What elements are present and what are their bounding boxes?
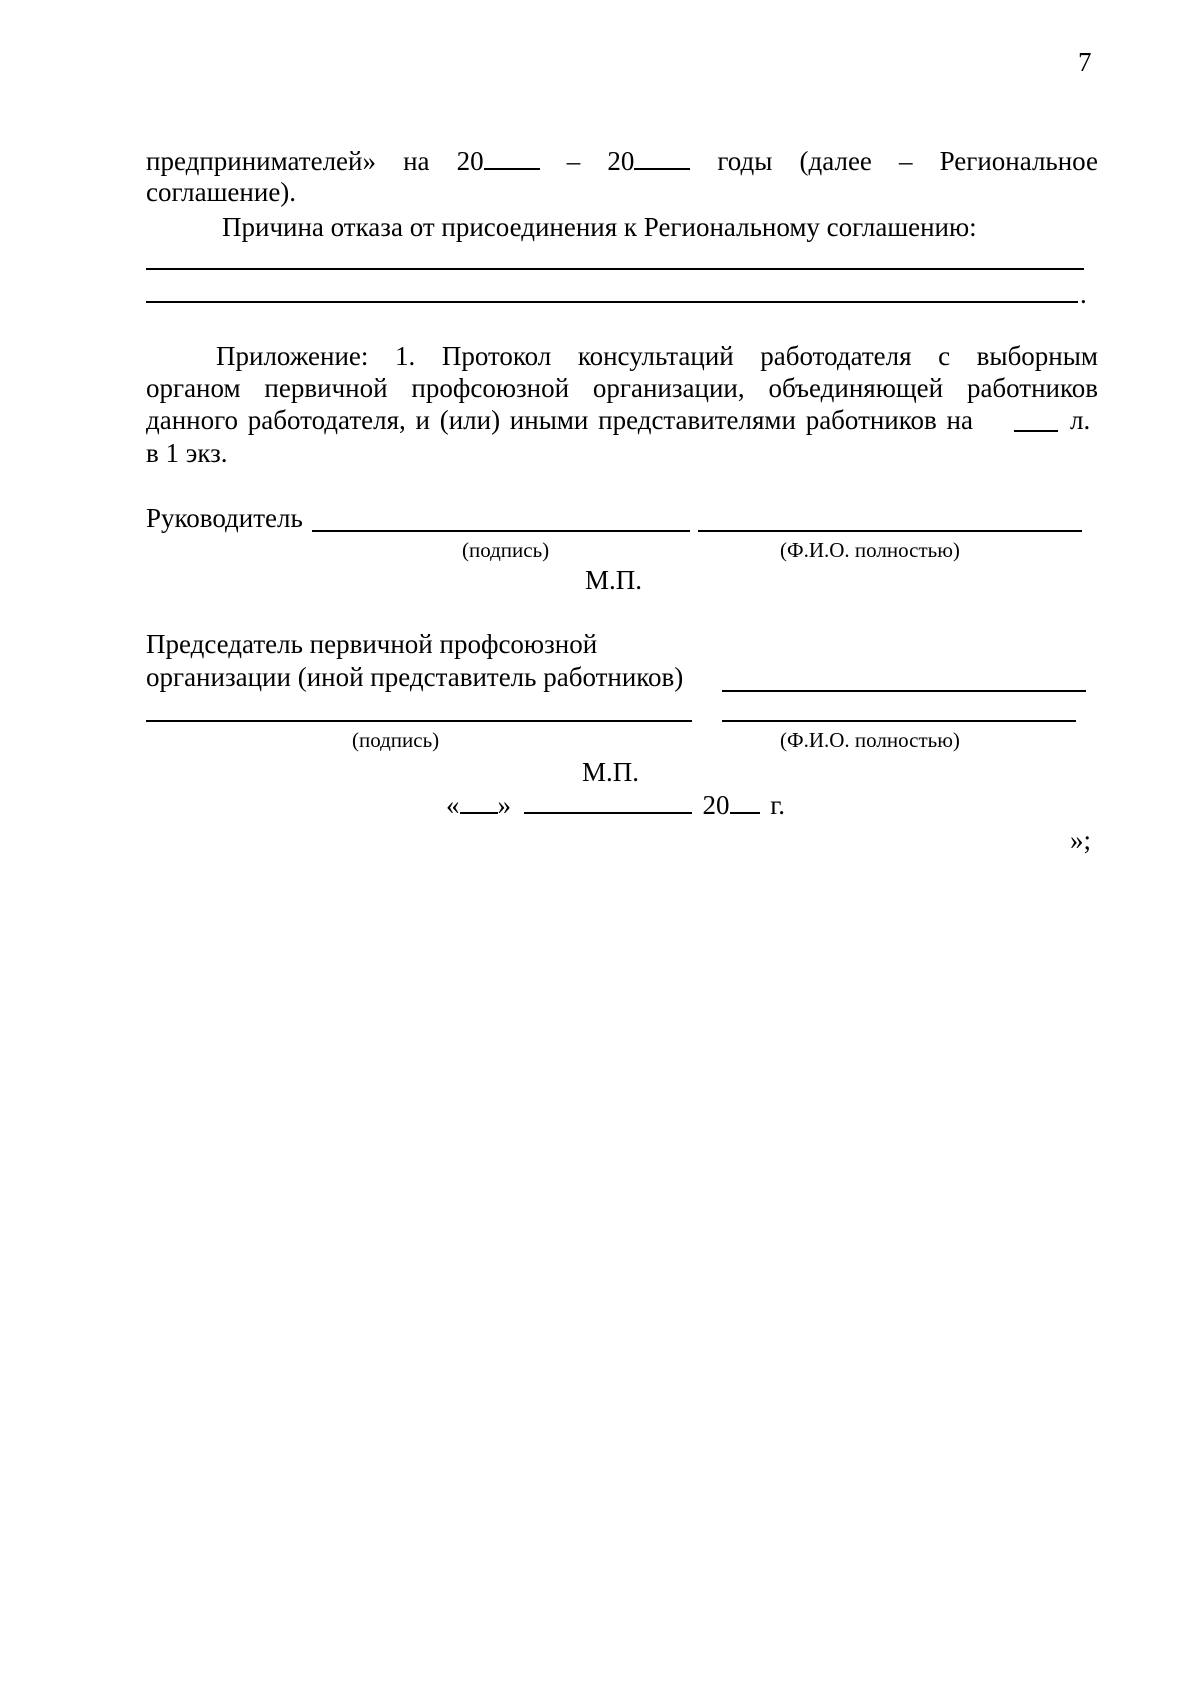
intro-year-to: 20 xyxy=(607,146,690,176)
intro-line-2: соглашение). xyxy=(146,177,297,207)
chair-line-2: организации (иной представитель работников) xyxy=(146,662,684,692)
appendix-line-1: Приложение: 1. Протокол консультаций работодателя с выборным xyxy=(216,341,1098,371)
head-name-line xyxy=(698,530,1082,532)
reason-end-punct: . xyxy=(1080,279,1087,309)
chair-name-line xyxy=(722,720,1076,722)
date-line xyxy=(446,788,785,821)
reason-line-2 xyxy=(146,301,1078,303)
appendix-pages-blank xyxy=(1014,430,1058,432)
date-year-suffix: г. xyxy=(770,790,786,820)
appendix-line-4: в 1 экз. xyxy=(146,438,228,468)
chair-line-1: Председатель первичной профсоюзной xyxy=(146,629,598,659)
intro-word-9: Региональное xyxy=(939,146,1098,176)
reason-line-1 xyxy=(146,268,1084,270)
head-stamp: М.П. xyxy=(585,565,643,595)
year-to-blank xyxy=(634,144,690,170)
intro-year-from: 20 xyxy=(457,146,540,176)
chair-stamp: М.П. xyxy=(582,757,640,787)
date-year-prefix: 20 xyxy=(702,790,730,820)
year-from-blank xyxy=(484,144,540,170)
year-blank xyxy=(730,788,760,814)
closing-mark: »; xyxy=(1070,825,1092,855)
intro-word-7: (далее xyxy=(799,146,872,176)
day-blank xyxy=(460,788,498,814)
head-signature-line xyxy=(312,530,690,532)
appendix-line-3-start: данного работодателя, и (или) иными представителями работников на xyxy=(146,405,973,435)
chair-extra-line xyxy=(722,690,1086,692)
page-number: 7 xyxy=(1078,47,1092,77)
chair-name-caption: (Ф.И.О. полностью) xyxy=(780,728,960,752)
intro-word-1: предпринимателей» xyxy=(146,146,376,176)
date-open-quote: « xyxy=(446,790,460,820)
intro-dash-1: – xyxy=(566,146,581,176)
month-blank xyxy=(524,788,692,814)
chair-sign-caption: (подпись) xyxy=(352,728,440,752)
appendix-line-2: органом первичной профсоюзной организации, объединяющей работников xyxy=(146,373,1098,403)
intro-dash-2: – xyxy=(899,146,913,176)
intro-line-1 xyxy=(146,144,1098,177)
intro-word-6: годы xyxy=(717,146,773,176)
head-label: Руководитель xyxy=(146,503,303,533)
head-sign-caption: (подпись) xyxy=(462,538,550,562)
head-name-caption: (Ф.И.О. полностью) xyxy=(780,538,960,562)
appendix-line-3-end: л. xyxy=(1070,405,1091,435)
chair-signature-line xyxy=(146,720,692,722)
reason-label: Причина отказа от присоединения к Региональному соглашению: xyxy=(222,212,977,242)
date-close-quote: » xyxy=(497,790,511,820)
intro-word-2: на xyxy=(403,146,430,176)
